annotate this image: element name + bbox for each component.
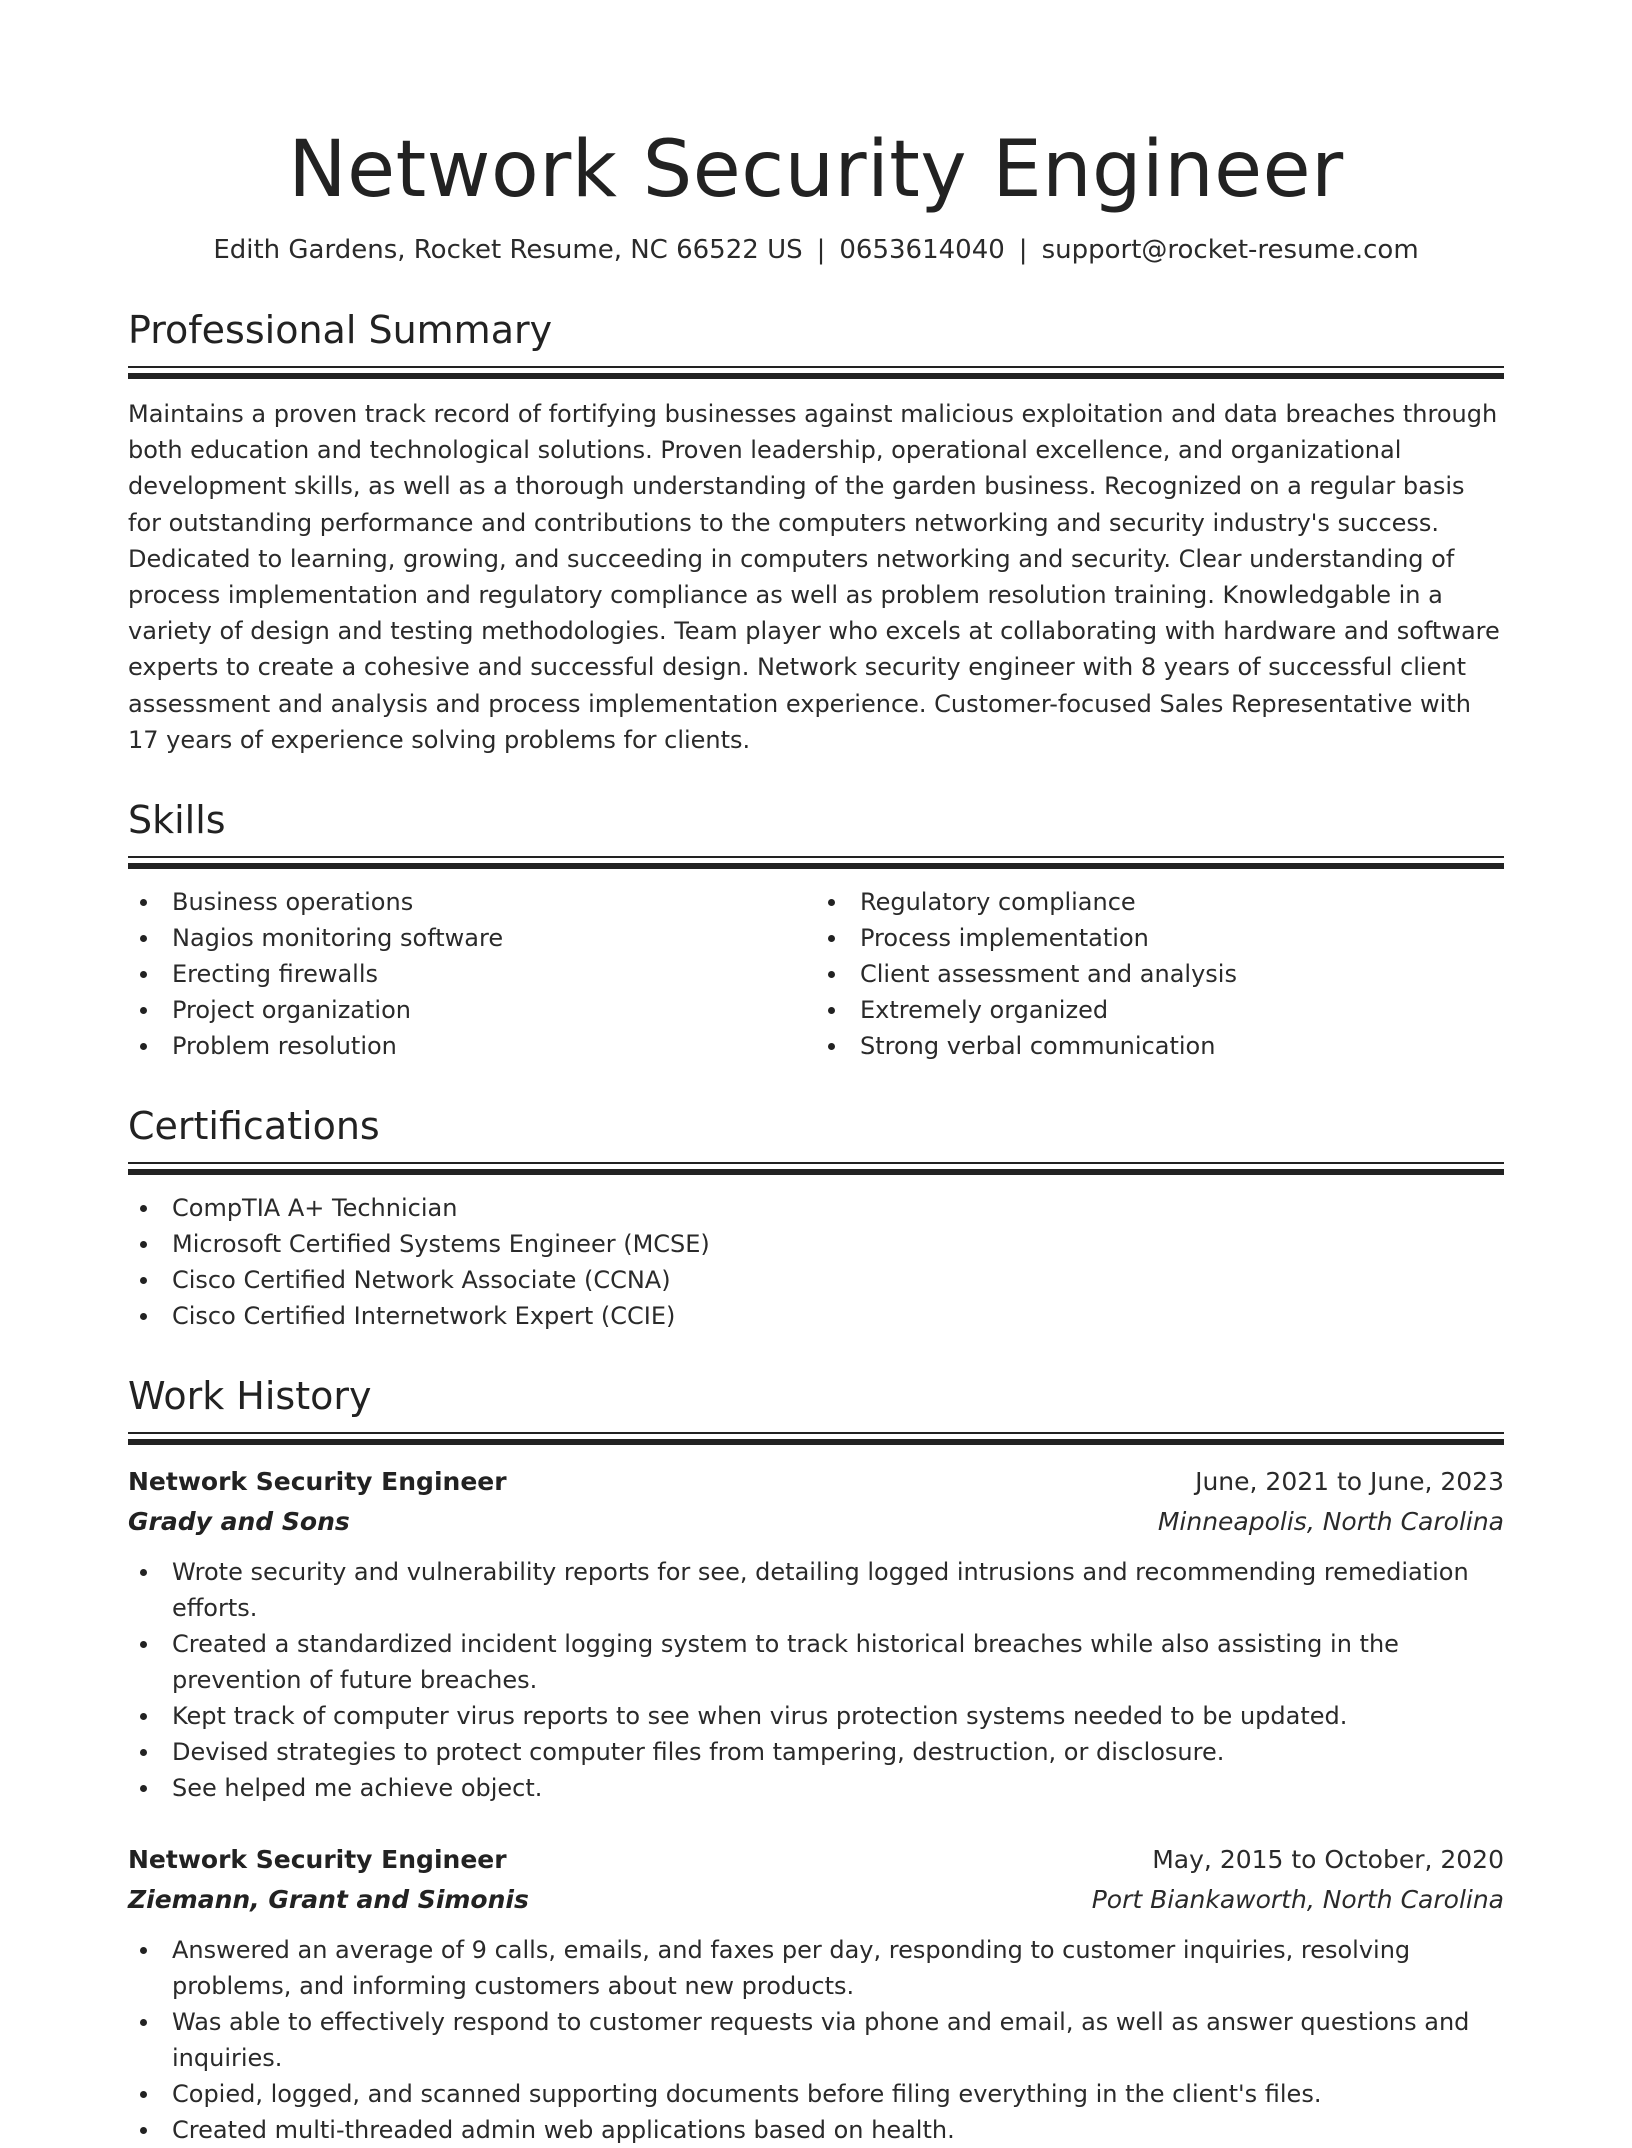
skills-heading: Skills [128,798,226,843]
work-history-heading: Work History [128,1374,372,1419]
contact-separator: | [816,235,826,265]
job-header-row [128,1840,1504,1880]
certification-item: Microsoft Certified Systems Engineer (MCSE) [128,1226,1504,1262]
job-duty-item: Answered an average of 9 calls, emails, and faxes per day, responding to customer inquiries, resolving problems, and informing customers about new products. [128,1932,1504,2004]
job-header-row [128,1462,1504,1502]
skills-columns [128,870,1504,1064]
job-title: Network Security Engineer [128,1467,507,1497]
summary-section [128,306,1504,758]
contact-email: support@rocket-resume.com [1041,235,1419,265]
skill-item: Nagios monitoring software [128,920,816,956]
job-dates: June, 2021 to June, 2023 [1195,1467,1504,1497]
job-duty-item: Kept track of computer virus reports to see when virus protection systems needed to be updated. [128,1698,1504,1734]
job-duty-item: Created multi-threaded admin web applications based on health. [128,2112,1504,2148]
skill-item: Strong verbal communication [816,1028,1504,1064]
job-duty-item: Devised strategies to protect computer files from tampering, destruction, or disclosure. [128,1734,1504,1770]
section-divider [128,1432,1504,1446]
certifications-list [128,1190,1504,1334]
job-entry [128,1840,1504,2148]
contact-line [128,232,1504,268]
skills-left-list [128,884,816,1064]
job-company-row [128,1880,1504,1920]
resume-page [128,0,1504,2148]
job-company-row [128,1502,1504,1542]
job-company: Ziemann, Grant and Simonis [128,1885,529,1915]
section-divider [128,856,1504,870]
certification-item: Cisco Certified Internetwork Expert (CCIE) [128,1298,1504,1334]
contact-phone: 0653614040 [839,235,1005,265]
contact-separator: | [1018,235,1028,265]
skills-section [128,796,1504,1064]
job-company: Grady and Sons [128,1507,350,1537]
job-duties-list [128,1932,1504,2148]
job-dates: May, 2015 to October, 2020 [1152,1845,1504,1875]
certifications-heading: Certifications [128,1104,380,1149]
skill-item: Regulatory compliance [816,884,1504,920]
job-duty-item: Copied, logged, and scanned supporting documents before filing everything in the client's files. [128,2076,1504,2112]
skills-right-list [816,884,1504,1064]
job-location: Minneapolis, North Carolina [1157,1507,1504,1537]
certification-item: Cisco Certified Network Associate (CCNA) [128,1262,1504,1298]
job-location: Port Biankaworth, North Carolina [1091,1885,1504,1915]
skill-item: Process implementation [816,920,1504,956]
skill-item: Problem resolution [128,1028,816,1064]
job-duties-list [128,1554,1504,1806]
job-entry [128,1462,1504,1806]
contact-address: Edith Gardens, Rocket Resume, NC 66522 US [213,235,803,265]
job-duty-item: Wrote security and vulnerability reports for see, detailing logged intrusions and recommending remediation efforts. [128,1554,1504,1626]
skill-item: Project organization [128,992,816,1028]
summary-heading: Professional Summary [128,308,553,352]
skill-item: Client assessment and analysis [816,956,1504,992]
section-divider [128,366,1504,380]
job-duty-item: Created a standardized incident logging system to track historical breaches while also assisting in the prevention of future breaches. [128,1626,1504,1698]
section-divider [128,1162,1504,1176]
summary-text: Maintains a proven track record of fortifying businesses against malicious exploitation and data breaches through both education and technological solutions. Proven leadership, operational excellence, and organizational development skills, as well as a thorough understanding of the garden business. Recognized on a regular basis for outstanding performance and contributions to the computers networking and security industry's success. Dedicated to learning, growing, and succeeding in computers networking and security. Clear understanding of process implementation and regulatory compliance as well as problem resolution training. Knowledgable in a variety of design and testing methodologies. Team player who excels at collaborating with hardware and software experts to create a cohesive and successful design. Network security engineer with 8 years of successful client assessment and analysis and process implementation experience. Customer-focused Sales Representative with 17 years of experience solving problems for clients. [128,400,1500,754]
skill-item: Erecting firewalls [128,956,816,992]
job-duty-item: Was able to effectively respond to customer requests via phone and email, as well as answer questions and inquiries. [128,2004,1504,2076]
skill-item: Business operations [128,884,816,920]
job-title: Network Security Engineer [128,1845,507,1875]
work-history-section [128,1372,1504,2148]
certifications-section [128,1102,1504,1334]
skill-item: Extremely organized [816,992,1504,1028]
certification-item: CompTIA A+ Technician [128,1190,1504,1226]
job-duty-item: See helped me achieve object. [128,1770,1504,1806]
resume-title: Network Security Engineer [288,125,1344,215]
